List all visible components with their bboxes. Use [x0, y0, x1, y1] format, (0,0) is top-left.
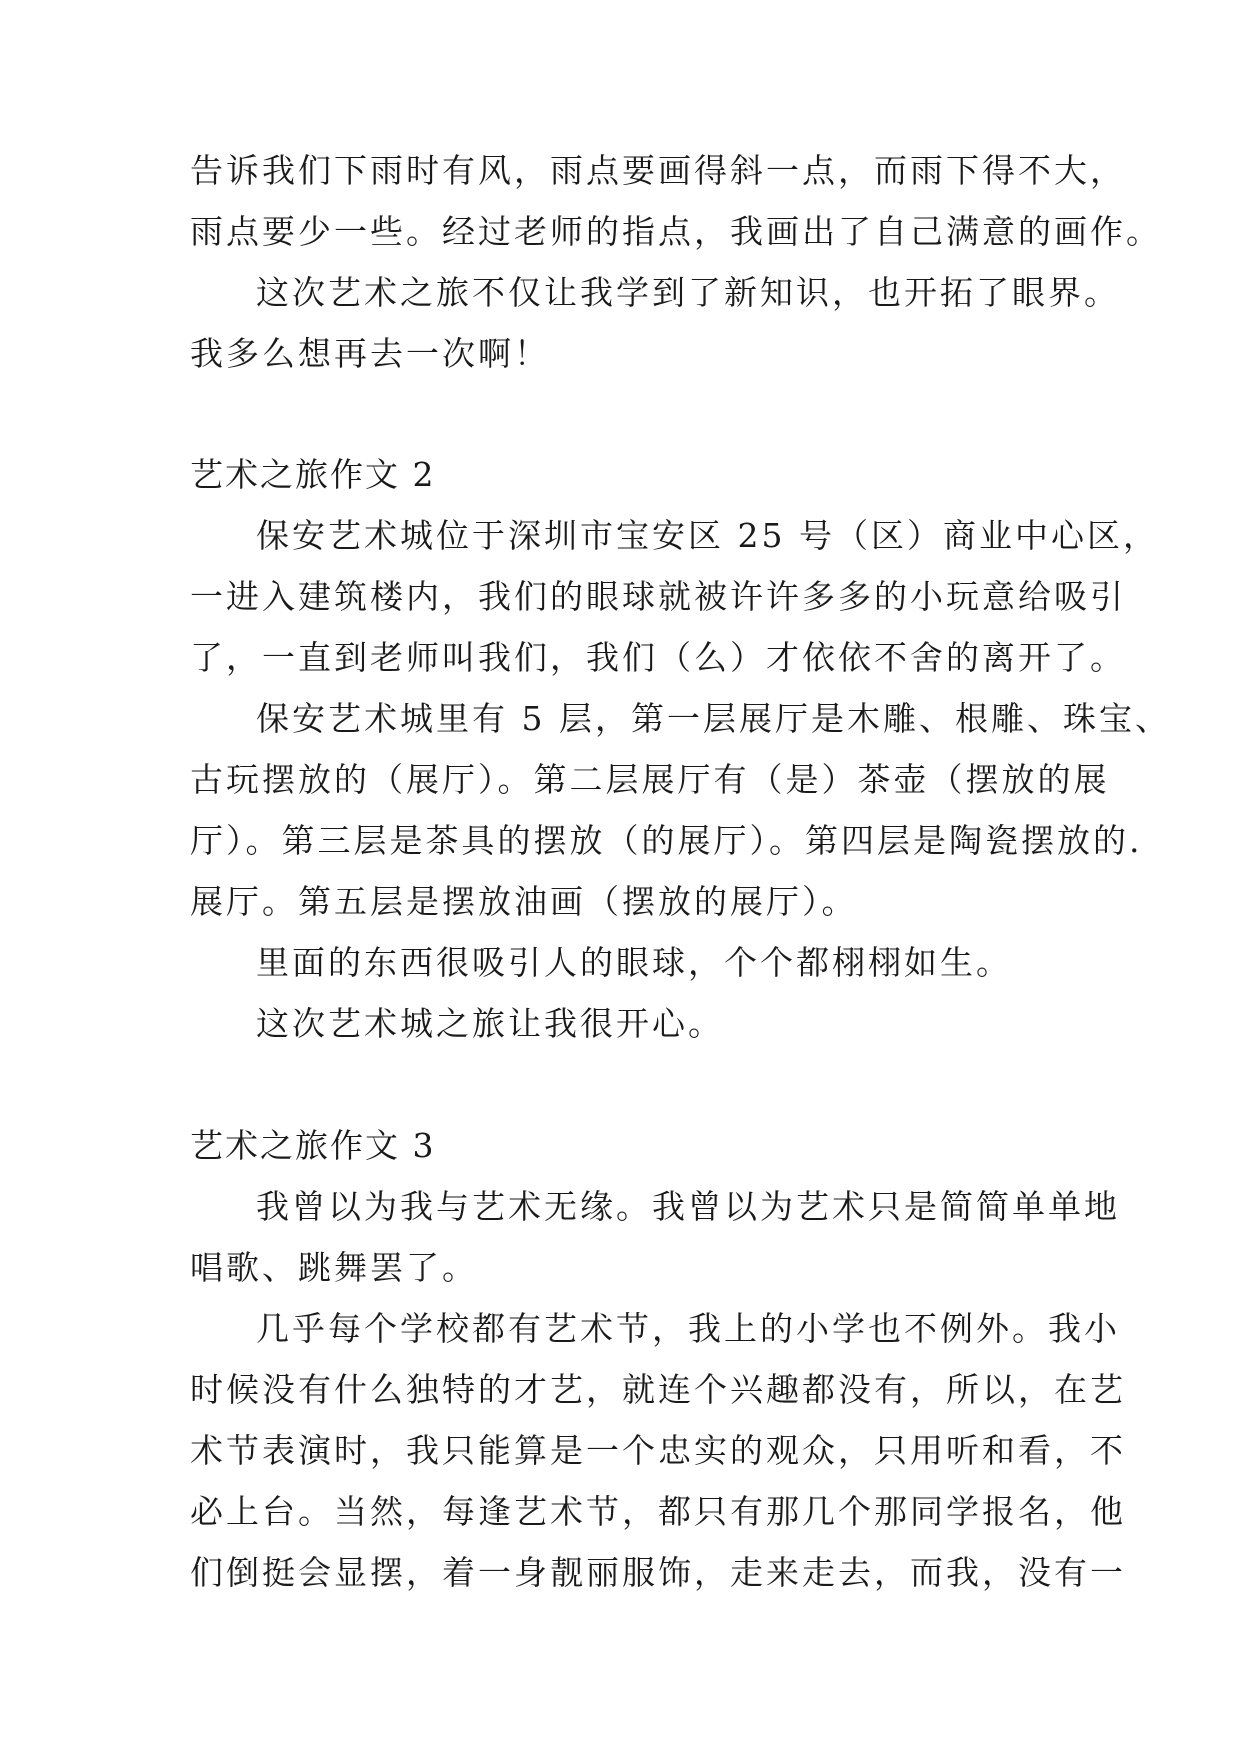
- paragraph-line: 告诉我们下雨时有风，雨点要画得斜一点，而雨下得不大，: [190, 151, 1126, 190]
- paragraph-line: 保安艺术城位于深圳市宝安区 25 号（区）商业中心区，: [256, 516, 1159, 555]
- paragraph-line: 我多么想再去一次啊！: [190, 334, 550, 373]
- paragraph-line: 厅）。第三层是茶具的摆放（的展厅）。第四层是陶瓷摆放的.: [190, 821, 1143, 860]
- paragraph-line: 几乎每个学校都有艺术节，我上的小学也不例外。我小: [256, 1309, 1120, 1348]
- paragraph-line: 一进入建筑楼内，我们的眼球就被许许多多的小玩意给吸引: [190, 577, 1126, 616]
- section-heading: 艺术之旅作文 3: [190, 1126, 436, 1165]
- section-heading: 艺术之旅作文 2: [190, 455, 436, 494]
- paragraph-line: 这次艺术城之旅让我很开心。: [256, 1004, 724, 1043]
- paragraph-line: 古玩摆放的（展厅）。第二层展厅有（是）茶壶（摆放的展: [190, 760, 1110, 799]
- paragraph-line: 术节表演时，我只能算是一个忠实的观众，只用听和看，不: [190, 1431, 1126, 1470]
- paragraph-line: 这次艺术之旅不仅让我学到了新知识，也开拓了眼界。: [256, 273, 1120, 312]
- paragraph-line: 我曾以为我与艺术无缘。我曾以为艺术只是简简单单地: [256, 1187, 1120, 1226]
- paragraph-line: 了，一直到老师叫我们，我们（么）才依依不舍的离开了。: [190, 638, 1126, 677]
- paragraph-line: 展厅。第五层是摆放油画（摆放的展厅）。: [190, 882, 858, 921]
- paragraph-line: 里面的东西很吸引人的眼球，个个都栩栩如生。: [256, 943, 1012, 982]
- paragraph-line: 唱歌、跳舞罢了。: [190, 1248, 478, 1287]
- paragraph-line: 必上台。当然，每逢艺术节，都只有那几个那同学报名，他: [190, 1492, 1126, 1531]
- paragraph-line: 时候没有什么独特的才艺，就连个兴趣都没有，所以，在艺: [190, 1370, 1126, 1409]
- paragraph-line: 们倒挺会显摆，着一身靓丽服饰，走来走去，而我，没有一: [190, 1553, 1126, 1592]
- paragraph-line: 雨点要少一些。经过老师的指点，我画出了自己满意的画作。: [190, 212, 1162, 251]
- paragraph-line: 保安艺术城里有 5 层，第一层展厅是木雕、根雕、珠宝、: [256, 699, 1171, 738]
